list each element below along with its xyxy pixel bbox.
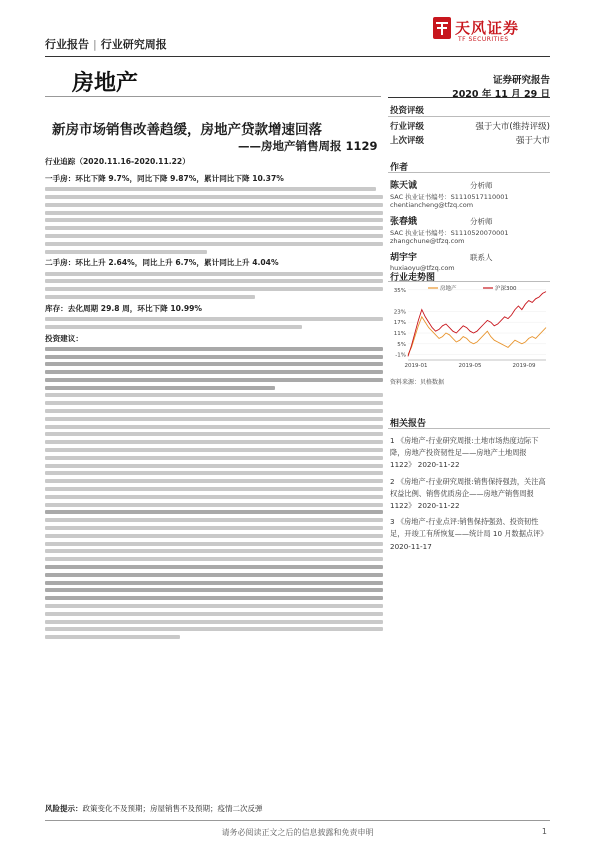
sector-title: 房地产	[72, 71, 139, 96]
body-text-line	[45, 534, 383, 538]
chart-heading: 行业走势图	[390, 273, 436, 283]
rating-heading: 投资评级	[390, 106, 425, 116]
report-date: 2020 年 11 月 29 日	[452, 89, 550, 100]
body-text-line	[45, 518, 383, 522]
analyst-email[interactable]: chentiancheng@tfzq.com	[390, 201, 474, 209]
chart-y-tick-label: 17%	[393, 320, 406, 327]
body-heading-resale: 二手房：环比上升 2.64%，同比上升 6.7%，累计同比上升 4.04%	[45, 258, 279, 268]
body-text-line	[45, 417, 383, 421]
analyst-email[interactable]: huxiaoyu@tfzq.com	[390, 264, 455, 272]
related-report-item[interactable]: 1 《房地产-行业研究周报:土地市场热度边际下降，房地产投资韧性足——房地产土地周报 1122》 2020-11-22	[390, 436, 539, 470]
related-heading: 相关报告	[390, 419, 427, 429]
category-label: 行业报告	[45, 38, 89, 51]
body-text-line	[45, 401, 383, 405]
analyst-name: 张春娥	[390, 217, 418, 227]
report-category	[45, 36, 167, 52]
body-text-line	[45, 355, 383, 359]
body-text-line	[45, 596, 383, 600]
chart-y-tick-label: -1%	[395, 352, 406, 359]
chart-y-tick-label: 23%	[393, 309, 406, 316]
body-text-line	[45, 503, 383, 507]
header-divider	[45, 56, 550, 57]
body-text-line	[45, 549, 383, 553]
body-text-line	[45, 187, 376, 191]
chart-x-tick-label: 2019-01	[404, 363, 428, 369]
related-report-item[interactable]: 2 《房地产-行业研究周报:销售保持强劲，关注高权益比例、销售优质房企——房地产销售周报 1122》 2020-11-22	[390, 476, 546, 511]
body-text-line	[45, 272, 383, 276]
body-text-line	[45, 588, 383, 592]
body-text-line	[45, 195, 383, 199]
right-divider	[388, 97, 550, 98]
previous-rating-label: 上次评级	[390, 136, 425, 146]
body-heading-new-homes: 一手房：环比下降 9.7%，同比下降 9.87%，累计同比下降 10.37%	[45, 174, 284, 183]
body-text-line	[45, 604, 383, 608]
industry-trend-chart	[388, 282, 550, 372]
chart-y-tick-label: 35%	[393, 287, 406, 294]
body-text-line	[45, 203, 383, 207]
rating-divider	[388, 116, 550, 117]
authors-heading: 作者	[390, 163, 409, 173]
brand-logo-icon	[432, 16, 452, 40]
body-text-line	[45, 526, 383, 530]
body-text-line	[45, 279, 383, 283]
body-column	[45, 156, 383, 643]
report-type: 证券研究报告	[492, 75, 550, 86]
body-text-line	[45, 456, 383, 460]
report-title: 新房市场销售改善趋缓，房地产贷款增速回落	[52, 122, 322, 138]
footer-divider	[45, 820, 550, 821]
analyst-role: 联系人	[470, 253, 493, 262]
body-text-line	[45, 565, 383, 569]
body-text-line	[45, 218, 383, 222]
chart-source: 资料来源：贝格数据	[390, 379, 445, 386]
report-subtitle: ——房地产销售周报 1129	[238, 139, 378, 153]
body-text-line	[45, 370, 383, 374]
analyst-role: 分析师	[470, 217, 493, 226]
body-text-line	[45, 226, 383, 230]
page-number: 1	[541, 827, 547, 836]
body-text-line	[45, 573, 383, 577]
analyst-cert: SAC 执业证书编号：S1110517110001	[390, 193, 509, 201]
body-text-line	[45, 347, 383, 351]
chart-legend-label: 房地产	[440, 286, 457, 292]
body-text-line	[45, 325, 302, 329]
body-text-line	[45, 378, 383, 382]
body-text-line	[45, 495, 383, 499]
body-heading-advice: 投资建议：	[45, 333, 83, 343]
body-text-line	[45, 487, 383, 491]
chart-legend-label: 沪深300	[495, 286, 517, 292]
related-report-item[interactable]: 3 《房地产-行业点评:销售保持强劲、投资韧性足，开竣工有所恢复——统计局 10 月数据点评》 2020-11-17	[390, 517, 548, 551]
brand-name: 天风证券	[455, 19, 520, 37]
risk-warning	[45, 803, 263, 814]
subcategory-label: 行业研究周报	[100, 38, 167, 51]
brand-name-en: TF SECURITIES	[458, 36, 509, 43]
disclaimer-note: 请务必阅读正文之后的信息披露和免责申明	[221, 828, 374, 837]
body-text-line	[45, 234, 383, 238]
industry-rating-label: 行业评级	[390, 122, 425, 132]
body-text-line	[45, 295, 255, 299]
analyst-name: 陈天诚	[390, 181, 418, 191]
chart-y-tick-label: 11%	[393, 331, 406, 337]
sector-divider	[45, 96, 381, 97]
body-text-line	[45, 440, 383, 444]
body-text-line	[45, 409, 383, 413]
body-text-line	[45, 612, 383, 616]
section-label: 行业追踪（2020.11.16-2020.11.22）	[45, 157, 190, 166]
analyst-email[interactable]: zhangchune@tfzq.com	[390, 237, 465, 245]
body-text-line	[45, 464, 383, 468]
body-text-line	[45, 510, 383, 514]
body-text-line	[45, 362, 383, 366]
risk-label: 风险提示：	[45, 804, 83, 813]
body-text-line	[45, 211, 383, 215]
body-text-line	[45, 627, 383, 631]
risk-text: 政策变化不及预期；房屋销售不及预期；疫情二次反弹	[82, 804, 263, 813]
analyst-name: 胡宇宇	[390, 253, 418, 263]
related-reports-list	[390, 435, 550, 557]
body-text-line	[45, 393, 383, 397]
body-text-line	[45, 386, 275, 390]
body-heading-inventory: 库存：去化周期 29.8 周，环比下降 10.99%	[45, 303, 203, 313]
chart-x-tick-label: 2019-09	[512, 363, 536, 369]
body-text-line	[45, 317, 383, 321]
body-text-line	[45, 471, 383, 475]
body-text-line	[45, 479, 383, 483]
previous-rating-value: 强于大市	[515, 136, 550, 146]
body-text-line	[45, 250, 207, 254]
category-separator: |	[93, 38, 97, 51]
authors-divider	[388, 172, 550, 173]
body-text-line	[45, 242, 383, 246]
chart-y-tick-label: 5%	[397, 341, 406, 348]
chart-series-line	[408, 292, 546, 357]
body-text-line	[45, 432, 383, 436]
industry-rating-value: 强于大市(维持评级)	[475, 122, 550, 132]
body-text-line	[45, 620, 383, 624]
body-text-line	[45, 425, 383, 429]
body-text-line	[45, 542, 383, 546]
chart-x-tick-label: 2019-05	[458, 363, 482, 369]
analyst-role: 分析师	[470, 181, 493, 190]
analyst-cert: SAC 执业证书编号：S1110520070001	[390, 229, 509, 237]
body-text-line	[45, 635, 180, 639]
body-text-line	[45, 287, 383, 291]
body-text-line	[45, 581, 383, 585]
related-divider	[388, 428, 550, 429]
body-text-line	[45, 557, 383, 561]
body-text-line	[45, 448, 383, 452]
